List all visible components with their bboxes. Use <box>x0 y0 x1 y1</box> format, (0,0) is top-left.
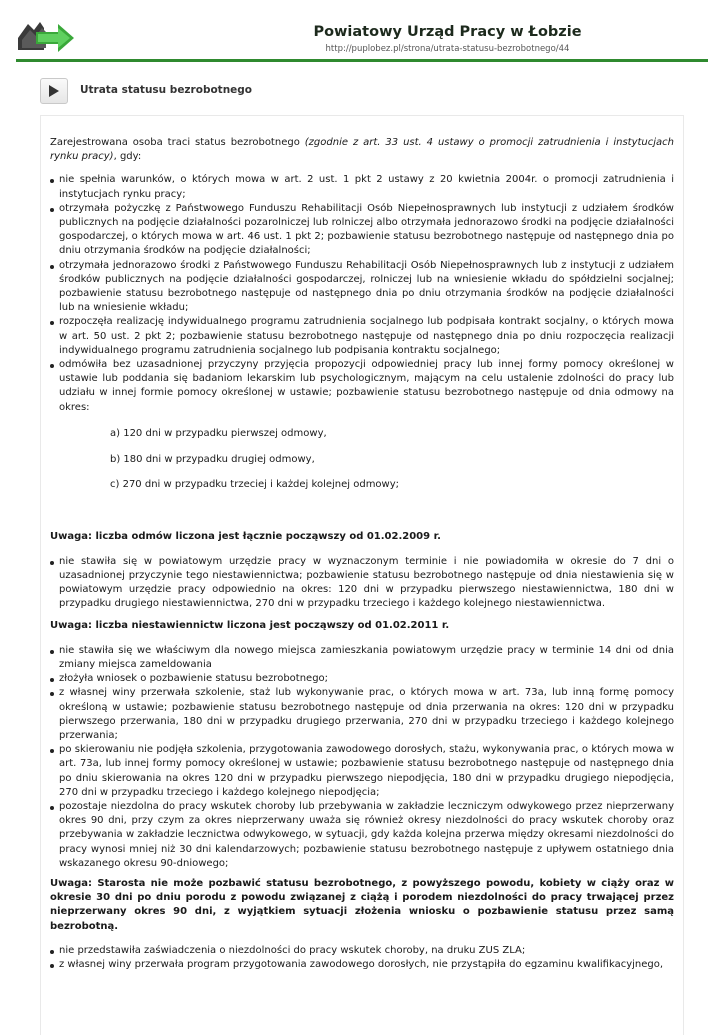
absence-list <box>50 555 674 612</box>
site-header <box>0 0 725 62</box>
note-absences: Uwaga: liczba niestawiennictw liczona jest począwszy od 01.02.2011 r. <box>50 620 450 632</box>
list-item: złożyła wniosek o pozbawienie statusu bezrobotnego; <box>50 672 674 686</box>
refusal-period-item: a) 120 dni w przypadku pierwszej odmowy, <box>110 427 327 439</box>
intro-paragraph <box>50 136 674 164</box>
list-item: rozpoczęła realizację indywidualnego programu zatrudnienia socjalnego lub podpisała kontrakt socjalny, o których mowa w art. 50 ust. 2 pkt 2; pozbawienie statusu bezrobotnego następuje od następnego dnia po dniu rozpoczęcia realizacji indywidualnego programu zatrudnienia socjalnego lub podpisania kontraktu socjalnego; <box>50 315 674 358</box>
list-item: pozostaje niezdolna do pracy wskutek choroby lub przebywania w zakładzie leczniczym odwykowego przez nieprzerwany okres 90 dni, przy czym za okres nieprzerwany uważa się również okresy niezdolności do pracy wskutek choroby oraz przebywania w zakładzie lecznictwa odwykowego, w sytuacji, gdy każda kolejna przerwa między okresami niezdolności do pracy wynosi mniej niż 30 dni kalendarzowych; pozbawienie statusu bezrobotnego następuje z upływem ostatniego dnia wskazanego okresu 90-dniowego; <box>50 800 674 871</box>
list-item: nie stawiła się we właściwym dla nowego miejsca zamieszkania powiatowym urzędzie pracy w terminie 14 dni od dnia zmiany miejsca zameldowania <box>50 644 674 672</box>
note-pregnancy: Uwaga: Starosta nie może pozbawić statusu bezrobotnego, z powyższego powodu, kobiety w ciąży oraz w okresie 30 dni po dniu porodu z powodu związanej z ciążą i porodem niezdolności do pracy trwającej przez nieprzerwany okres 90 dni, z wyjątkiem sytuacji złożenia wniosku o pozbawienie statusu przez samą bezrobotną. <box>50 877 674 932</box>
list-item: nie stawiła się w powiatowym urzędzie pracy w wyznaczonym terminie i nie powiadomiła w okresie do 7 dni o uzasadnionej przyczynie tego niestawiennictwa; pozbawienie statusu bezrobotnego następuje od dnia niestawienia się w powiatowym urzędzie pracy odpowiednio na okres: 120 dni w przypadku pierwszego niestawiennictwa, 180 dni w przypadku drugiego niestawiennictwa, 270 dni w przypadku trzeciego i każdego kolejnego niestawiennictwa. <box>50 555 674 612</box>
list-item: otrzymała pożyczkę z Państwowego Funduszu Rehabilitacji Osób Niepełnosprawnych lub instytucji z udziałem środków publicznych na podjęcie działalności pozarolniczej lub rolniczej albo otrzymała jednorazowo środki na podjęcie działalności gospodarczej, o których mowa w art. 46 ust. 1 pkt 2; pozbawienie statusu bezrobotnego następuje od następnego dnia po dniu otrzymania środków na podjęcie działalności; <box>50 202 674 259</box>
refusal-period-item: b) 180 dni w przypadku drugiej odmowy, <box>110 453 315 465</box>
list-item: z własnej winy przerwała program przygotowania zawodowego dorosłych, nie przystąpiła do egzaminu kwalifikacyjnego, <box>50 958 674 972</box>
list-item: z własnej winy przerwała szkolenie, staż lub wykonywanie prac, o których mowa w art. 73a, lub inną formę pomocy określoną w ustawie; pozbawienie statusu bezrobotnego następuje od dnia przerwania na okres: 120 dni w przypadku pierwszego przerwania, 180 dni w przypadku drugiego przerwania, 270 dni w przypadku trzeciego i każdego kolejnego przerwania; <box>50 686 674 743</box>
intro-citation: (zgodnie z art. 33 ust. 4 ustawy o promocji zatrudnienia i instytucjach rynku pracy) <box>50 137 675 163</box>
heading-arrow-button <box>40 78 68 104</box>
final-conditions-list <box>50 944 674 972</box>
loss-conditions-list <box>50 173 674 414</box>
page-title: Utrata statusu bezrobotnego <box>80 84 253 96</box>
further-conditions-list <box>50 644 674 871</box>
logo-arrow-icon <box>14 18 76 56</box>
intro-text: Zarejestrowana osoba traci status bezrobotnego <box>50 137 305 148</box>
article-content <box>40 115 684 1035</box>
list-item: odmówiła bez uzasadnionej przyczyny przyjęcia propozycji odpowiedniej pracy lub innej formy pomocy określonej w ustawie lub poddania się badaniom lekarskim lub psychologicznym, mającym na celu ustalenie zdolności do pracy lub udziału w innej formie pomocy określonej w ustawie; pozbawienie statusu bezrobotnego następuje od dnia odmowy na okres: <box>50 358 674 415</box>
list-item: nie przedstawiła zaświadczenia o niezdolności do pracy wskutek choroby, na druku ZUS ZLA; <box>50 944 674 958</box>
refusal-periods <box>110 427 674 493</box>
list-item: nie spełnia warunków, o których mowa w art. 2 ust. 1 pkt 2 ustawy z 20 kwietnia 2004r. o promocji zatrudnienia i instytucjach rynku pracy; <box>50 173 674 201</box>
list-item: po skierowaniu nie podjęła szkolenia, przygotowania zawodowego dorosłych, stażu, wykonywania prac, o których mowa w art. 73a, lub innej formy pomocy określonej w ustawie; pozbawienie statusu bezrobotnego następuje od następnego dnia po dniu skierowania na okres 120 dni w przypadku pierwszego niepodjęcia, 180 dni w przypadku drugiego niepodjęcia, 270 dni w przypadku trzeciego i każdego kolejnego niepodjęcia; <box>50 743 674 800</box>
page-url: http://puplobez.pl/strona/utrata-statusu-bezrobotnego/44 <box>325 44 570 54</box>
list-item: otrzymała jednorazowo środki z Państwowego Funduszu Rehabilitacji Osób Niepełnosprawnych lub z instytucji z udziałem środków publicznych na podjęcie działalności gospodarczej, rolniczej lub na wniesienie wkładu do spółdzielni socjalnej; pozbawienie statusu bezrobotnego następuje od następnego dnia po dniu otrzymania środków na podjęcie działalności lub na wniesienie wkładu; <box>50 259 674 316</box>
intro-suffix: , gdy: <box>113 151 142 163</box>
play-arrow-icon <box>48 84 60 98</box>
note-refusals: Uwaga: liczba odmów liczona jest łącznie począwszy od 01.02.2009 r. <box>50 531 441 543</box>
refusal-period-item: c) 270 dni w przypadku trzeciej i każdej kolejnej odmowy; <box>110 479 400 491</box>
site-logo[interactable] <box>14 18 76 56</box>
header-divider <box>16 59 708 62</box>
site-title: Powiatowy Urząd Pracy w Łobzie <box>313 24 582 40</box>
